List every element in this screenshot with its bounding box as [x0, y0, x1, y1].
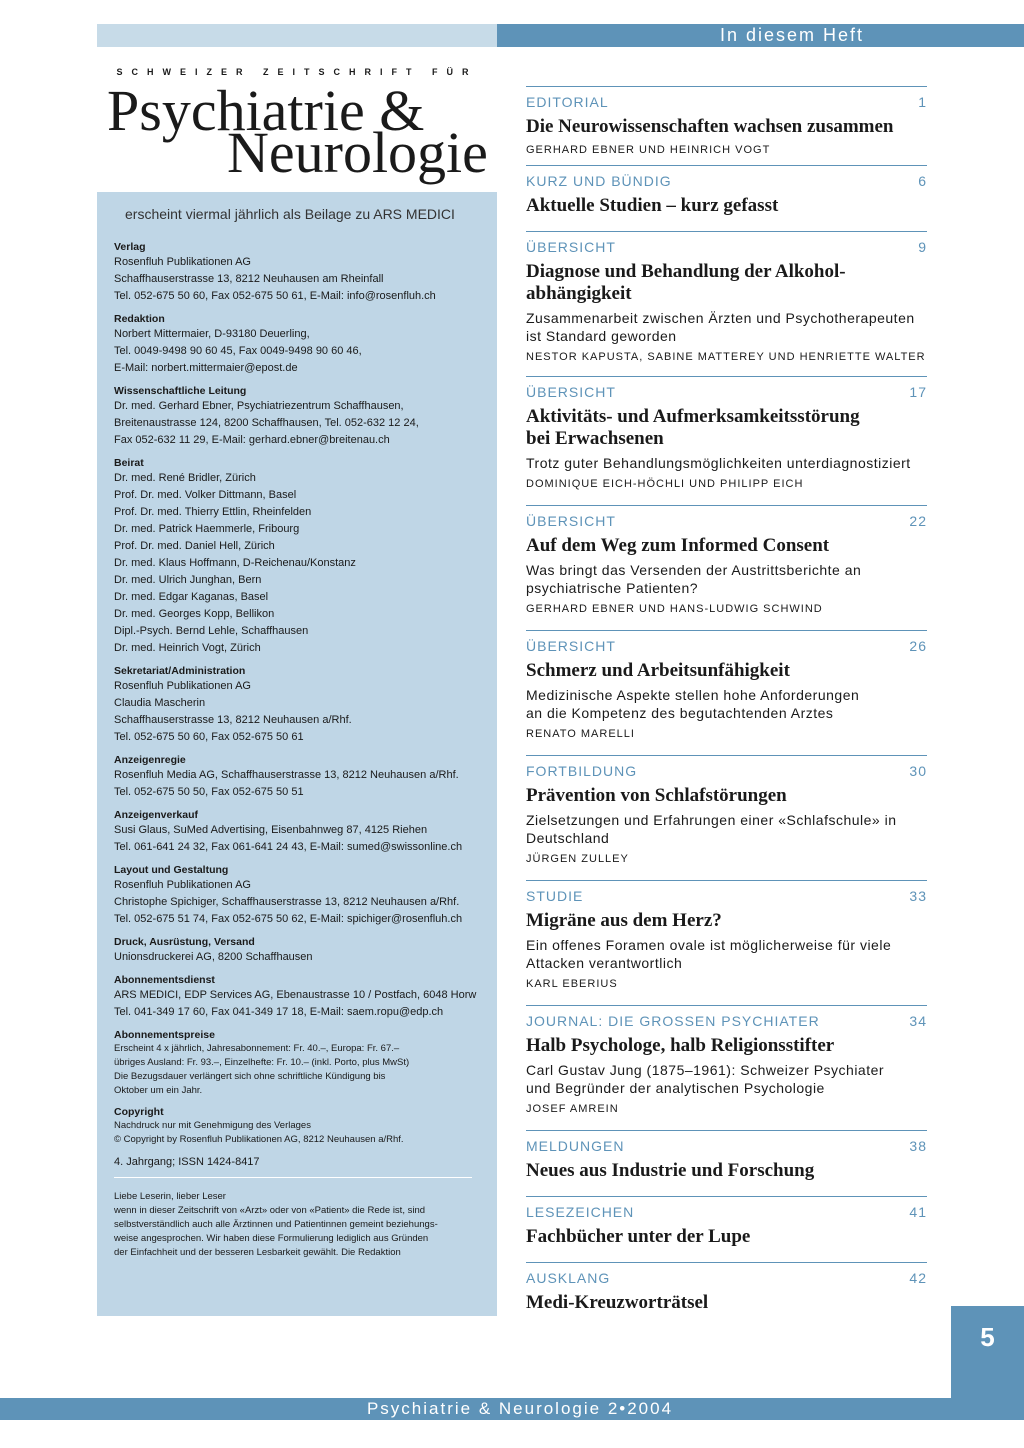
toc-authors: JÜRGEN ZULLEY [526, 853, 629, 865]
toc-entry-header [526, 1013, 927, 1029]
toc-entry-header [526, 513, 927, 529]
impressum-line: übriges Ausland: Fr. 93.–, Einzelhefte: Fr. 10.– (inkl. Porto, plus MwSt) [114, 1057, 410, 1068]
toc-authors: KARL EBERIUS [526, 978, 618, 990]
toc-page-number: 9 [918, 239, 927, 255]
toc-subtitle: Was bringt das Versenden der Austrittsberichte an psychiatrische Patienten? [526, 562, 862, 596]
toc-category: KURZ UND BÜNDIG [526, 173, 672, 189]
impressum-line: Oktober um ein Jahr. [114, 1085, 203, 1096]
reader-note-line: weise angesprochen. Wir haben diese Formulierung lediglich aus Gründen [114, 1233, 429, 1244]
toc-subtitle: Trotz guter Behandlungsmöglichkeiten unterdiagnostiziert [526, 455, 911, 471]
impressum-section [114, 384, 492, 449]
impressum-heading: Druck, Ausrüstung, Versand [114, 936, 255, 948]
impressum-line: Tel. 052-675 50 50, Fax 052-675 50 51 [114, 786, 304, 798]
top-band-left [97, 24, 497, 47]
impressum-section [114, 863, 492, 928]
toc-authors: JOSEF AMREIN [526, 1103, 619, 1115]
impressum-section [114, 973, 492, 1021]
issn: 4. Jahrgang; ISSN 1424-8417 [114, 1156, 260, 1168]
toc-entry-header [526, 763, 927, 779]
impressum-section [114, 240, 492, 305]
toc-authors: RENATO MARELLI [526, 728, 635, 740]
toc-category: LESEZEICHEN [526, 1204, 635, 1220]
reader-note-line: Liebe Leserin, lieber Leser [114, 1191, 226, 1202]
impressum-line: Dr. med. Edgar Kaganas, Basel [114, 591, 269, 603]
toc-page-number: 41 [909, 1204, 927, 1220]
toc-page-number: 30 [909, 763, 927, 779]
toc-entry [526, 1262, 927, 1314]
impressum-section [114, 753, 492, 801]
impressum-heading: Abonnementspreise [114, 1029, 215, 1041]
impressum-line: Dr. med. René Bridler, Zürich [114, 472, 256, 484]
toc-page-number: 33 [909, 888, 927, 904]
impressum-heading: Beirat [114, 457, 144, 469]
toc-title: Medi-Kreuzworträtsel [526, 1292, 709, 1313]
toc-category: ÜBERSICHT [526, 239, 616, 255]
impressum-section [114, 935, 492, 966]
impressum-section [114, 808, 492, 856]
toc-authors: DOMINIQUE EICH-HÖCHLI UND PHILIPP EICH [526, 478, 804, 490]
toc-subtitle: Medizinische Aspekte stellen hohe Anforderungen an die Kompetenz des begutachtenden Arztes [526, 687, 860, 721]
toc-entry [526, 880, 927, 991]
toc-category: ÜBERSICHT [526, 638, 616, 654]
impressum-line: E-Mail: norbert.mittermaier@epost.de [114, 362, 298, 374]
impressum-line: Tel. 052-675 50 60, Fax 052-675 50 61, E-Mail: info@rosenfluh.ch [114, 290, 436, 302]
toc-entry [526, 1130, 927, 1182]
toc-subtitle: Carl Gustav Jung (1875–1961): Schweizer Psychiater und Begründer der analytischen Psychologie [526, 1062, 885, 1096]
toc-entry-header [526, 638, 927, 654]
toc-category: AUSKLANG [526, 1270, 611, 1286]
toc-category: ÜBERSICHT [526, 513, 616, 529]
impressum-line: Christophe Spichiger, Schaffhauserstrasse 13, 8212 Neuhausen a/Rhf. [114, 896, 460, 908]
toc-title: Aktuelle Studien – kurz gefasst [526, 195, 779, 216]
impressum-line: Rosenfluh Publikationen AG [114, 256, 251, 268]
toc-entry [526, 231, 927, 364]
masthead-kicker: SCHWEIZER ZEITSCHRIFT FÜR [116, 67, 478, 77]
toc-page-number: 34 [909, 1013, 927, 1029]
impressum-line: Tel. 052-675 50 60, Fax 052-675 50 61 [114, 731, 304, 743]
impressum-heading: Anzeigenregie [114, 754, 186, 766]
toc-page-number: 42 [909, 1270, 927, 1286]
toc-title: Diagnose und Behandlung der Alkohol- abhängigkeit [526, 261, 846, 304]
toc-page-number: 26 [909, 638, 927, 654]
impressum-line: ARS MEDICI, EDP Services AG, Ebenaustrasse 10 / Postfach, 6048 Horw [114, 989, 477, 1001]
impressum-heading: Verlag [114, 241, 146, 253]
toc-subtitle: Zusammenarbeit zwischen Ärzten und Psychotherapeuten ist Standard geworden [526, 310, 915, 344]
impressum-line: Rosenfluh Publikationen AG [114, 879, 251, 891]
impressum-line: Tel. 061-641 24 32, Fax 061-641 24 43, E-Mail: sumed@swissonline.ch [114, 841, 463, 853]
impressum-section [114, 664, 492, 746]
toc-title: Neues aus Industrie und Forschung [526, 1160, 815, 1181]
toc-title: Aktivitäts- und Aufmerksamkeitsstörung bei Erwachsenen [526, 406, 860, 449]
toc-authors: GERHARD EBNER UND HANS-LUDWIG SCHWIND [526, 603, 823, 615]
impressum-section [114, 456, 492, 657]
toc-category: EDITORIAL [526, 94, 609, 110]
toc-category: MELDUNGEN [526, 1138, 625, 1154]
impressum-line: Nachdruck nur mit Genehmigung des Verlages [114, 1120, 311, 1131]
section-header: In diesem Heft [497, 24, 1024, 47]
beilage-note: erscheint viermal jährlich als Beilage zu ARS MEDICI [125, 206, 455, 222]
impressum-heading: Redaktion [114, 313, 165, 325]
toc-entry-header [526, 888, 927, 904]
impressum-line: Dr. med. Gerhard Ebner, Psychiatriezentrum Schaffhausen, [114, 400, 404, 412]
footer-text: Psychiatrie & Neurologie 2•2004 [366, 1399, 674, 1418]
divider [114, 1177, 472, 1178]
impressum-line: Schaffhauserstrasse 13, 8212 Neuhausen a/Rhf. [114, 714, 352, 726]
impressum-line: Prof. Dr. med. Thierry Ettlin, Rheinfelden [114, 506, 312, 518]
impressum-line: Schaffhauserstrasse 13, 8212 Neuhausen am Rheinfall [114, 273, 384, 285]
impressum-line: Erscheint 4 x jährlich, Jahresabonnement: Fr. 40.–, Europa: Fr. 67.– [114, 1043, 400, 1054]
toc-page-number: 6 [918, 173, 927, 189]
toc-entry-header [526, 94, 927, 110]
impressum-line: Dr. med. Patrick Haemmerle, Fribourg [114, 523, 300, 535]
toc-title: Prävention von Schlafstörungen [526, 785, 787, 806]
toc-category: JOURNAL: DIE GROSSEN PSYCHIATER [526, 1013, 820, 1029]
toc-entry [526, 165, 927, 217]
impressum-line: Claudia Mascherin [114, 697, 206, 709]
impressum-line: Prof. Dr. med. Daniel Hell, Zürich [114, 540, 275, 552]
page-number: 5 [951, 1306, 1024, 1398]
impressum-line: Tel. 052-675 51 74, Fax 052-675 50 62, E-Mail: spichiger@rosenfluh.ch [114, 913, 463, 925]
impressum-heading: Sekretariat/Administration [114, 665, 246, 677]
impressum-line: Tel. 0049-9498 90 60 45, Fax 0049-9498 90 60 46, [114, 345, 362, 357]
impressum-heading: Layout und Gestaltung [114, 864, 229, 876]
impressum-line: Breitenaustrasse 124, 8200 Schaffhausen, Tel. 052-632 12 24, [114, 417, 419, 429]
toc-entry [526, 86, 927, 157]
impressum-line: Dr. med. Klaus Hoffmann, D-Reichenau/Konstanz [114, 557, 356, 569]
reader-note-line: wenn in dieser Zeitschrift von «Arzt» oder von «Patient» die Rede ist, sind [114, 1205, 426, 1216]
toc-page-number: 22 [909, 513, 927, 529]
impressum-line: Prof. Dr. med. Volker Dittmann, Basel [114, 489, 297, 501]
impressum [114, 240, 492, 1260]
impressum-heading: Wissenschaftliche Leitung [114, 385, 247, 397]
toc-entry [526, 505, 927, 616]
toc-subtitle: Ein offenes Foramen ovale ist möglicherweise für viele Attacken verantwortlich [526, 937, 892, 971]
toc-page-number: 38 [909, 1138, 927, 1154]
reader-note [114, 1190, 492, 1260]
toc-entry-header [526, 384, 927, 400]
toc-category: FORTBILDUNG [526, 763, 638, 779]
impressum-line: Rosenfluh Publikationen AG [114, 680, 251, 692]
toc-entry [526, 630, 927, 741]
toc-title: Die Neurowissenschaften wachsen zusammen [526, 116, 894, 137]
impressum-line: Dr. med. Heinrich Vogt, Zürich [114, 642, 261, 654]
impressum-section [114, 312, 492, 377]
reader-note-line: der Einfachheit und der besseren Lesbarkeit gewählt. Die Redaktion [114, 1247, 401, 1258]
toc-entry-header [526, 1138, 927, 1154]
toc-entry-header [526, 1204, 927, 1220]
impressum-line: Unionsdruckerei AG, 8200 Schaffhausen [114, 951, 313, 963]
impressum-section [114, 1028, 492, 1098]
reader-note-line: selbstverständlich auch alle Ärztinnen und Patientinnen gemeint beziehungs- [114, 1219, 438, 1230]
impressum-line: Dipl.-Psych. Bernd Lehle, Schaffhausen [114, 625, 309, 637]
impressum-line: Rosenfluh Media AG, Schaffhauserstrasse 13, 8212 Neuhausen a/Rhf. [114, 769, 459, 781]
toc-entry [526, 1196, 927, 1248]
masthead [97, 47, 497, 192]
masthead-title-line2: Neurologie [227, 120, 488, 185]
toc-page-number: 1 [918, 94, 927, 110]
impressum-line: Norbert Mittermaier, D-93180 Deuerling, [114, 328, 310, 340]
toc-title: Schmerz und Arbeitsunfähigkeit [526, 660, 790, 681]
toc-title: Halb Psychologe, halb Religionsstifter [526, 1035, 835, 1056]
impressum-line: Tel. 041-349 17 60, Fax 041-349 17 18, E-Mail: saem.ropu@edp.ch [114, 1006, 444, 1018]
masthead-title-line1: Psychiatrie & [107, 78, 425, 143]
toc-page-number: 17 [909, 384, 927, 400]
toc-authors: GERHARD EBNER UND HEINRICH VOGT [526, 144, 771, 156]
impressum-section [114, 1105, 492, 1147]
impressum-line: Fax 052-632 11 29, E-Mail: gerhard.ebner@breitenau.ch [114, 434, 390, 446]
table-of-contents [526, 86, 927, 1328]
impressum-line: Dr. med. Ulrich Junghan, Bern [114, 574, 262, 586]
toc-entry-header [526, 239, 927, 255]
impressum-sidebar [97, 192, 497, 1316]
toc-authors: NESTOR KAPUSTA, SABINE MATTEREY UND HENRIETTE WALTER [526, 351, 926, 363]
impressum-line: Susi Glaus, SuMed Advertising, Eisenbahnweg 87, 4125 Riehen [114, 824, 428, 836]
impressum-heading: Anzeigenverkauf [114, 809, 199, 821]
toc-subtitle: Zielsetzungen und Erfahrungen einer «Schlafschule» in Deutschland [526, 812, 897, 846]
impressum-heading: Abonnementsdienst [114, 974, 215, 986]
toc-category: ÜBERSICHT [526, 384, 616, 400]
toc-entry [526, 1005, 927, 1116]
toc-category: STUDIE [526, 888, 584, 904]
toc-title: Migräne aus dem Herz? [526, 910, 722, 931]
impressum-line: Dr. med. Georges Kopp, Bellikon [114, 608, 275, 620]
toc-title: Auf dem Weg zum Informed Consent [526, 535, 830, 556]
impressum-heading: Copyright [114, 1106, 164, 1118]
toc-entry [526, 755, 927, 866]
toc-title: Fachbücher unter der Lupe [526, 1226, 751, 1247]
toc-entry-header [526, 1270, 927, 1286]
toc-entry [526, 376, 927, 491]
toc-entry-header [526, 173, 927, 189]
impressum-line: © Copyright by Rosenfluh Publikationen AG, 8212 Neuhausen a/Rhf. [114, 1134, 404, 1145]
impressum-line: Die Bezugsdauer verlängert sich ohne schriftliche Kündigung bis [114, 1071, 386, 1082]
